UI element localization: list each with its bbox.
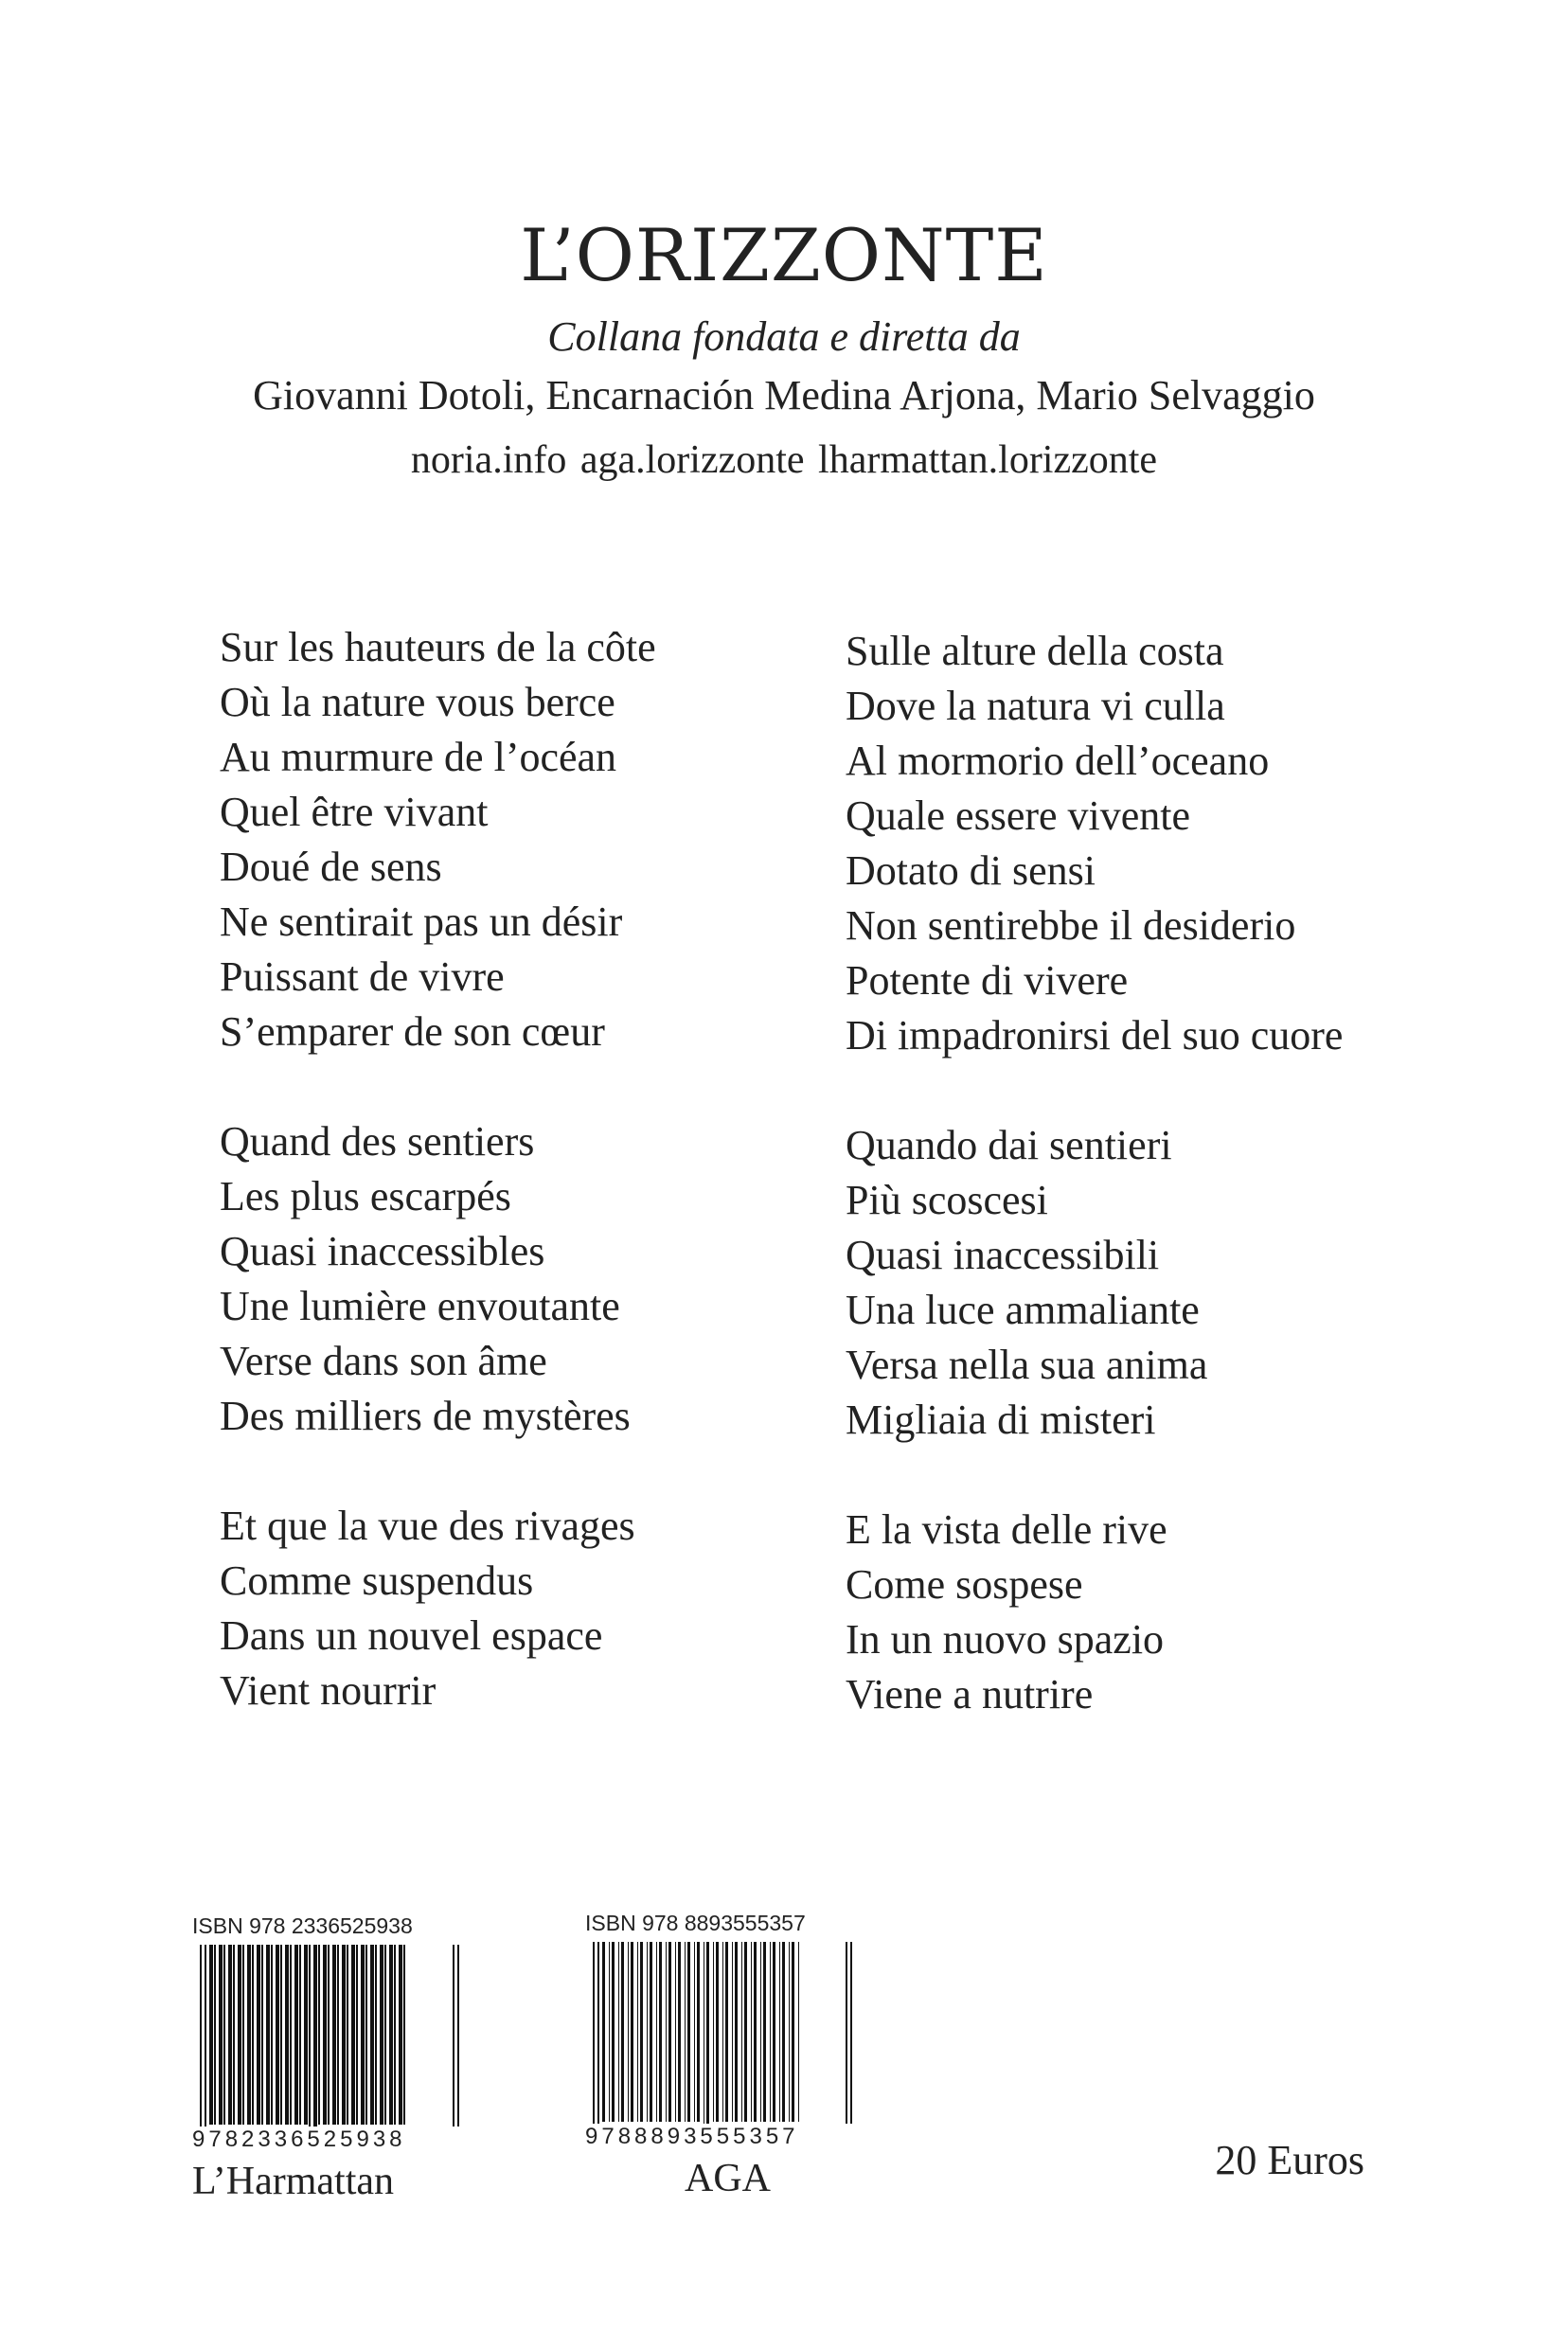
barcode-bar: [261, 1945, 263, 2125]
barcode-bar: [356, 1945, 358, 2125]
barcode-bar: [760, 1942, 761, 2122]
barcode-bar: [685, 1942, 686, 2122]
barcode-bar: [342, 1945, 346, 2125]
barcode-bar: [637, 1942, 638, 2122]
barcode-bar: [266, 1945, 270, 2125]
barcode-bar: [697, 1942, 700, 2122]
poem-line: Des milliers de mystères: [220, 1393, 631, 1439]
poem-line: Comme suspendus: [220, 1557, 534, 1604]
series-title: L’ORIZZONTE: [520, 213, 1048, 297]
poem-line: Puissant de vivre: [220, 953, 505, 1000]
barcode-bar: [205, 1945, 206, 2153]
barcode-bar: [713, 1942, 714, 2122]
barcode-bar: [754, 1942, 757, 2122]
barcode-bar: [384, 1945, 386, 2125]
barcode-bar: [668, 1942, 671, 2122]
poem-stanza: [846, 624, 1343, 1063]
poem-line: Non sentirebbe il desiderio: [846, 902, 1296, 949]
series-directors: Giovanni Dotoli, Encarnación Medina Arjona, Mario Selvaggio: [253, 372, 1315, 418]
barcode-bar: [233, 1945, 235, 2125]
barcode-bar: [403, 1945, 405, 2125]
barcode-bar: [323, 1945, 327, 2125]
barcode-bar: [650, 1942, 652, 2122]
barcode-bar: [347, 1945, 348, 2125]
barcode-bar: [304, 1945, 308, 2125]
barcode-bar: [309, 1945, 311, 2153]
barcode-bar: [779, 1942, 780, 2122]
barcode-bar: [370, 1945, 374, 2125]
publisher-name: L’Harmattan: [192, 2160, 395, 2203]
barcode-bar: [773, 1942, 775, 2122]
barcode-bar: [763, 1942, 766, 2122]
barcode-bar: [675, 1942, 676, 2122]
poem-line: Quando dai sentieri: [846, 1122, 1172, 1168]
barcode-bar: [744, 1942, 747, 2122]
barcode-bar: [365, 1945, 367, 2125]
poem-line: Versa nella sua anima: [846, 1342, 1208, 1388]
poem-line: Sur les hauteurs de la côte: [220, 624, 656, 670]
barcode-bar: [242, 1945, 244, 2125]
poem-line: Ne sentirait pas un désir: [220, 899, 623, 945]
poem-line: Une lumière envoutante: [220, 1283, 620, 1329]
barcode-bar: [280, 1945, 282, 2125]
poem-line: Viene a nutrire: [846, 1671, 1094, 1717]
poem-line: Più scoscesi: [846, 1177, 1048, 1223]
poem-line: Dove la natura vi culla: [846, 683, 1225, 729]
barcode-bar: [285, 1945, 289, 2125]
poem-line: Vient nourrir: [220, 1667, 437, 1714]
barcode-bar: [328, 1945, 330, 2125]
series-links: noria.info aga.lorizzonte lharmattan.lorizzonte: [410, 438, 1158, 482]
barcode-bar: [612, 1942, 615, 2122]
barcode-bar: [394, 1945, 396, 2125]
barcode-bar: [628, 1942, 629, 2122]
poem-line: Et que la vue des rivages: [220, 1503, 635, 1549]
barcode-bar: [209, 1945, 213, 2125]
barcode-bars: [585, 1942, 860, 2150]
barcode-bar: [678, 1942, 681, 2122]
poem-line: Où la nature vous berce: [220, 679, 615, 725]
barcode-bar: [846, 1942, 847, 2150]
barcode-block-harmattan: [192, 1913, 467, 2204]
barcode-bar: [223, 1945, 225, 2125]
poem-line: Come sospese: [846, 1561, 1083, 1608]
poem-line: In un nuovo spazio: [846, 1616, 1165, 1663]
poem-line: Quasi inaccessibili: [846, 1232, 1160, 1278]
barcode-bar: [640, 1942, 643, 2122]
barcode-bar: [666, 1942, 667, 2122]
barcode-bar: [735, 1942, 738, 2122]
isbn-label: ISBN 978 2336525938: [192, 1913, 413, 1938]
poem-line: Les plus escarpés: [220, 1173, 511, 1219]
barcode-bar: [375, 1945, 377, 2125]
barcode-bar: [647, 1942, 648, 2122]
price: 20 Euros: [1215, 2137, 1364, 2183]
poem-french: [220, 620, 656, 1773]
barcode-bar: [631, 1942, 633, 2122]
barcode-bar: [687, 1942, 690, 2122]
isbn-label: ISBN 978 8893555357: [585, 1911, 806, 1935]
poem-line: Sulle alture della costa: [846, 628, 1224, 674]
poem-stanza: [846, 1118, 1343, 1448]
poem-stanza: [220, 1499, 656, 1718]
barcode-bar: [770, 1942, 771, 2122]
barcode-bar: [656, 1942, 657, 2122]
barcode-bar: [618, 1942, 619, 2122]
poem-stanza: [220, 1114, 656, 1444]
poem-line: S’emparer de son cœur: [220, 1008, 605, 1055]
poem-line: Dotato di sensi: [846, 847, 1096, 894]
barcode-bar: [313, 1945, 317, 2153]
barcode-bar: [200, 1945, 202, 2153]
barcode-bar: [318, 1945, 320, 2125]
barcode-bar: [252, 1945, 254, 2125]
barcode-bar: [351, 1945, 355, 2125]
barcode-bar: [798, 1942, 799, 2122]
barcode-block-aga: [585, 1911, 860, 2201]
barcode-bar: [602, 1942, 605, 2122]
poem-line: E la vista delle rive: [846, 1506, 1167, 1553]
poem-line: Una luce ammaliante: [846, 1287, 1200, 1333]
barcode-bar: [609, 1942, 610, 2122]
barcode-bar: [214, 1945, 216, 2125]
barcode-bar: [706, 1942, 709, 2150]
barcode-bar: [741, 1942, 742, 2122]
barcode-bar: [238, 1945, 241, 2125]
publisher-name: AGA: [685, 2157, 771, 2200]
barcode-bar: [621, 1942, 624, 2122]
barcode-bar: [725, 1942, 728, 2122]
barcode-bar: [228, 1945, 232, 2125]
barcode-bar: [751, 1942, 752, 2122]
barcode-bar: [294, 1945, 298, 2125]
barcode-bar: [457, 1945, 459, 2153]
barcode-bar: [789, 1942, 790, 2122]
barcode-bar: [271, 1945, 273, 2125]
poem-line: Quel être vivant: [220, 789, 489, 835]
barcode-bar: [597, 1942, 599, 2150]
barcode-bar: [276, 1945, 279, 2125]
poem-line: Doué de sens: [220, 844, 442, 890]
barcode-bar: [732, 1942, 733, 2122]
poem-line: Au murmure de l’océan: [220, 734, 617, 780]
series-subtitle: Collana fondata e diretta da: [547, 313, 1021, 360]
poem-stanza: [846, 1503, 1343, 1722]
barcode-bar: [257, 1945, 260, 2125]
barcode-bar: [247, 1945, 251, 2125]
barcode-bar: [299, 1945, 301, 2125]
barcode-bar: [290, 1945, 292, 2125]
poem-line: Quale essere vivente: [846, 792, 1191, 839]
barcode-bar: [782, 1942, 785, 2122]
barcode-bar: [659, 1942, 662, 2122]
poem-line: Dans un nouvel espace: [220, 1612, 603, 1659]
barcode-digits: 9782336525938: [192, 2127, 467, 2153]
barcode-bar: [337, 1945, 339, 2125]
barcode-bar: [593, 1942, 595, 2150]
poem-line: Potente di vivere: [846, 957, 1129, 1004]
poem-stanza: [220, 620, 656, 1059]
barcode-bar: [716, 1942, 719, 2122]
poem-line: Quasi inaccessibles: [220, 1228, 545, 1274]
barcode: [585, 1942, 860, 2150]
barcode-digits: 9788893555357: [585, 2124, 860, 2150]
barcode-bar: [361, 1945, 365, 2125]
barcode-bar: [792, 1942, 794, 2122]
barcode-bar: [694, 1942, 695, 2122]
barcode: [192, 1945, 467, 2153]
barcode-bar: [722, 1942, 723, 2122]
poem-line: Di impadronirsi del suo cuore: [846, 1012, 1344, 1059]
barcode-bar: [332, 1945, 336, 2125]
barcode-bar: [850, 1942, 852, 2150]
poem-line: Quand des sentiers: [220, 1118, 535, 1165]
barcode-bar: [453, 1945, 454, 2153]
poem-line: Al mormorio dell’oceano: [846, 738, 1270, 784]
poem-line: Migliaia di misteri: [846, 1397, 1156, 1443]
barcode-bar: [380, 1945, 383, 2125]
barcode-bar: [219, 1945, 223, 2125]
barcode-bar: [399, 1945, 402, 2125]
barcode-bar: [389, 1945, 393, 2125]
barcode-bars: [192, 1945, 467, 2153]
poem-line: Verse dans son âme: [220, 1338, 547, 1384]
poem-italian: [846, 624, 1343, 1777]
